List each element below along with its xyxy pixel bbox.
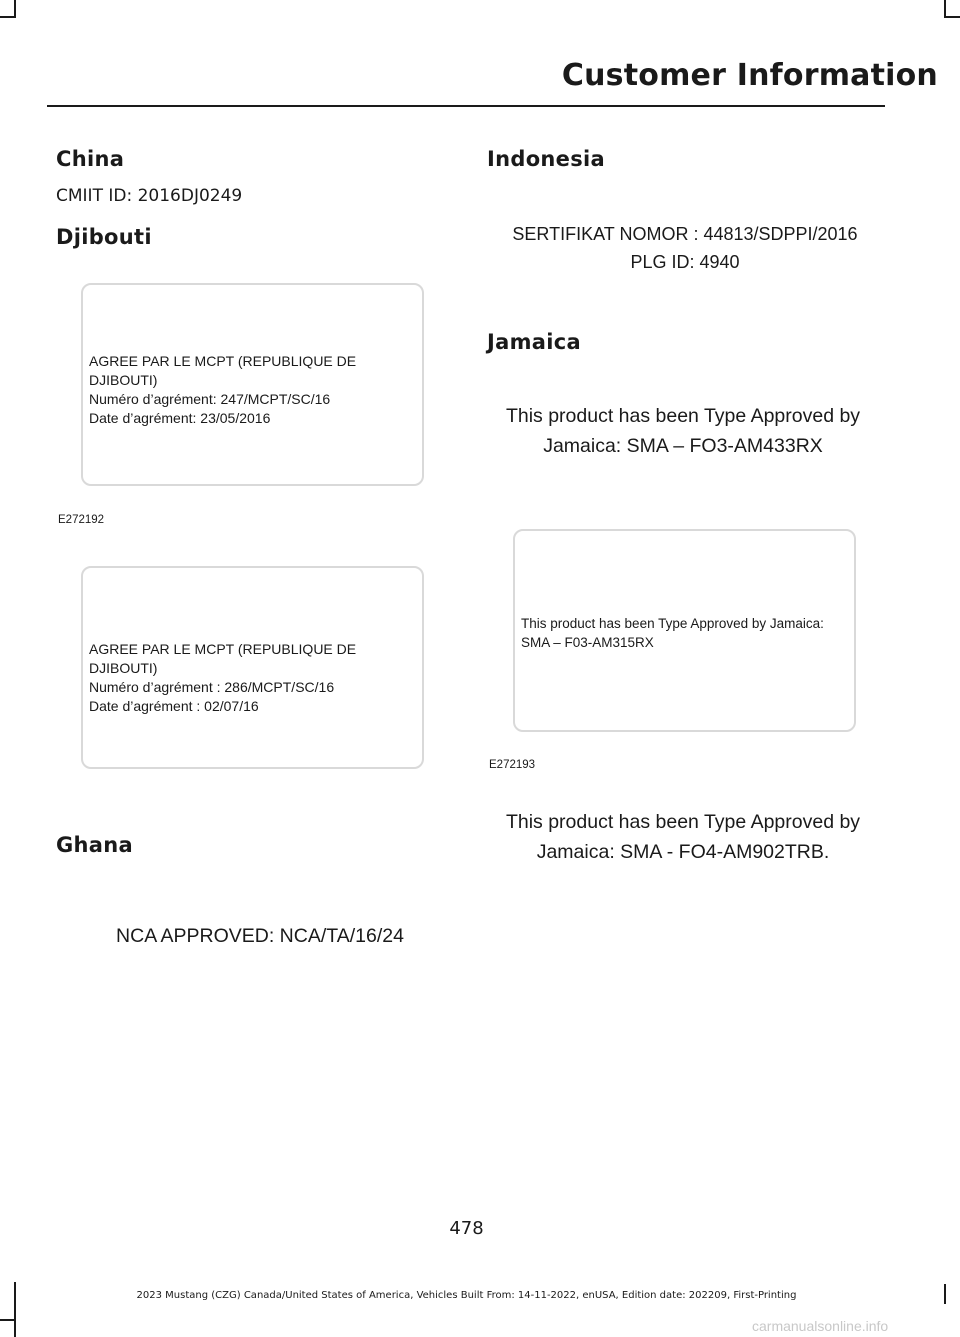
label-line: AGREE PAR LE MCPT (REPUBLIQUE DE DJIBOUTI) [89,641,357,676]
label-line: Date d’agrément : 02/07/16 [89,698,259,714]
plg-id: PLG ID: 4940 [630,252,740,272]
crop-mark [944,16,960,18]
jamaica-approval-label [513,529,856,732]
image-code: E272192 [58,514,105,526]
jamaica-approval-2 [478,807,888,867]
footer-edition-info: 2023 Mustang (CZG) Canada/United States of America, Vehicles Built From: 14-11-2022, enUSA, Edition date: 202209, First-Printing [136,1290,797,1301]
heading-ghana: Ghana [56,833,133,857]
heading-jamaica: Jamaica [487,330,581,354]
approval-line: Jamaica: SMA - FO4-AM902TRB. [536,841,830,863]
label-line: Numéro d’agrément : 286/MCPT/SC/16 [89,679,335,695]
label-line: AGREE PAR LE MCPT (REPUBLIQUE DE DJIBOUTI) [89,353,357,388]
crop-mark [944,1284,946,1304]
heading-china: China [56,147,125,171]
heading-indonesia: Indonesia [487,147,605,171]
watermark: carmanualsonline.info [748,1316,960,1336]
image-code: E272193 [489,759,536,771]
indonesia-certificate [480,220,890,276]
approval-line: Jamaica: SMA – FO3-AM433RX [543,435,823,457]
djibouti-approval-label-1 [81,283,424,486]
ghana-approval: NCA APPROVED: NCA/TA/16/24 [116,925,404,947]
label-line: Date d’agrément: 23/05/2016 [89,410,271,426]
label-line: This product has been Type Approved by Jamaica: [521,616,824,631]
approval-line: This product has been Type Approved by [505,405,861,427]
approval-line: This product has been Type Approved by [505,811,861,833]
crop-mark [0,1319,16,1321]
djibouti-approval-label-2 [81,566,424,769]
page-title: Customer Information [561,58,938,93]
certificate-number: SERTIFIKAT NOMOR : 44813/SDPPI/2016 [512,224,858,244]
jamaica-approval-1 [478,401,888,461]
label-line: Numéro d’agrément: 247/MCPT/SC/16 [89,391,331,407]
page-number: 478 [449,1218,484,1239]
china-cmiit-id: CMIIT ID: 2016DJ0249 [56,186,243,206]
header-divider [47,105,885,107]
crop-mark [0,16,16,18]
label-line: SMA – F03-AM315RX [521,635,654,650]
heading-djibouti: Djibouti [56,225,152,249]
